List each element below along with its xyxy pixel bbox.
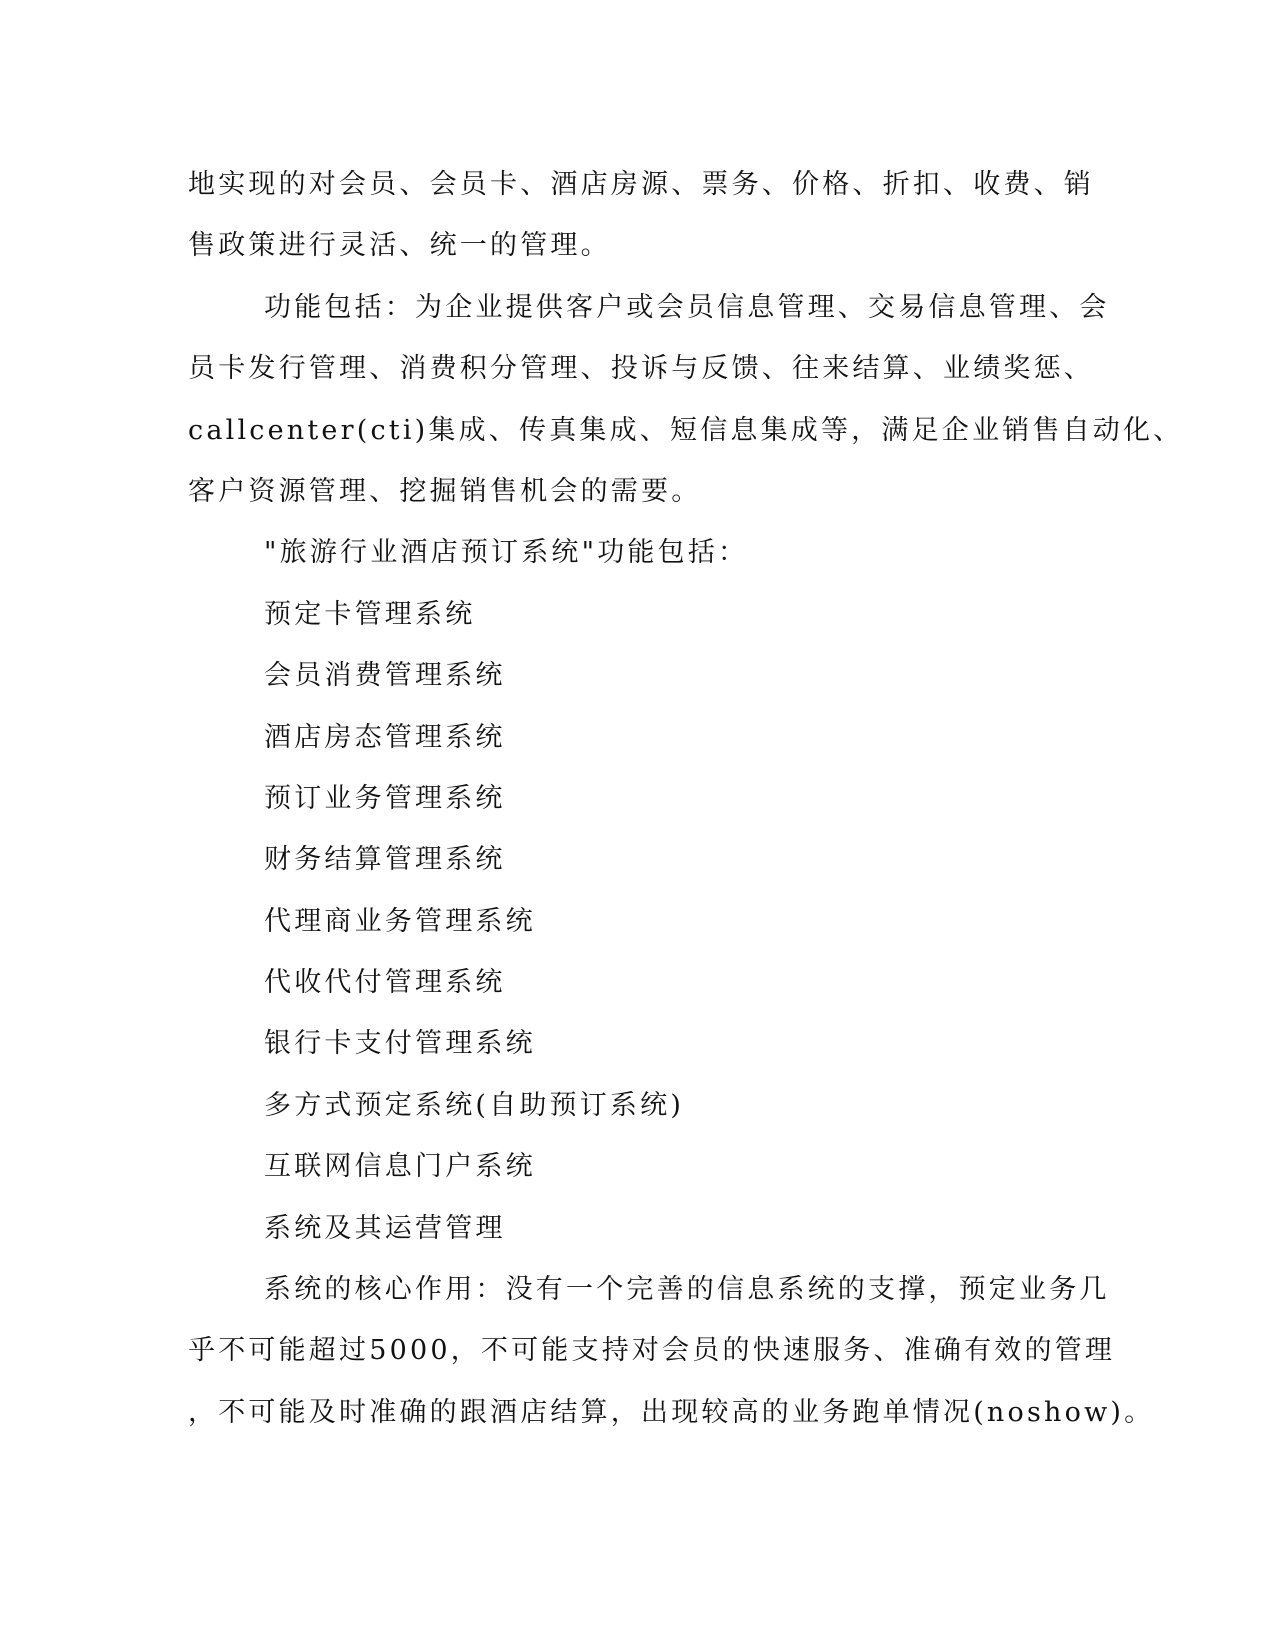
- text-line: ，不可能及时准确的跟酒店结算，出现较高的业务跑单情况(noshow)。: [188, 1396, 1155, 1428]
- text-line: 财务结算管理系统: [264, 844, 506, 876]
- text-line: 预订业务管理系统: [264, 782, 506, 814]
- text-line: 系统的核心作用：没有一个完善的信息系统的支撑，预定业务几: [264, 1274, 1110, 1306]
- text-line: 客户资源管理、挖掘销售机会的需要。: [188, 475, 702, 507]
- text-line: 功能包括：为企业提供客户或会员信息管理、交易信息管理、会: [264, 291, 1110, 323]
- text-line: 互联网信息门户系统: [264, 1151, 536, 1183]
- text-line: callcenter(cti)集成、传真集成、短信息集成等，满足企业销售自动化、: [188, 414, 1184, 446]
- document-body: [188, 164, 1184, 1453]
- text-line: 乎不可能超过5000，不可能支持对会员的快速服务、准确有效的管理: [188, 1335, 1116, 1367]
- text-line: "旅游行业酒店预订系统"功能包括：: [264, 537, 749, 569]
- text-line: 多方式预定系统(自助预订系统): [264, 1089, 685, 1121]
- text-line: 地实现的对会员、会员卡、酒店房源、票务、价格、折扣、收费、销: [188, 169, 1094, 200]
- text-line: 员卡发行管理、消费积分管理、投诉与反馈、往来结算、业绩奖惩、: [188, 353, 1094, 385]
- text-line: 酒店房态管理系统: [264, 721, 506, 753]
- text-line: 银行卡支付管理系统: [264, 1028, 536, 1060]
- text-line: 代理商业务管理系统: [264, 905, 536, 937]
- text-line: 预定卡管理系统: [264, 598, 476, 630]
- text-line: 系统及其运营管理: [264, 1212, 506, 1244]
- text-line: 会员消费管理系统: [264, 660, 506, 692]
- text-line: 代收代付管理系统: [264, 967, 506, 999]
- text-line: 售政策进行灵活、统一的管理。: [188, 230, 611, 262]
